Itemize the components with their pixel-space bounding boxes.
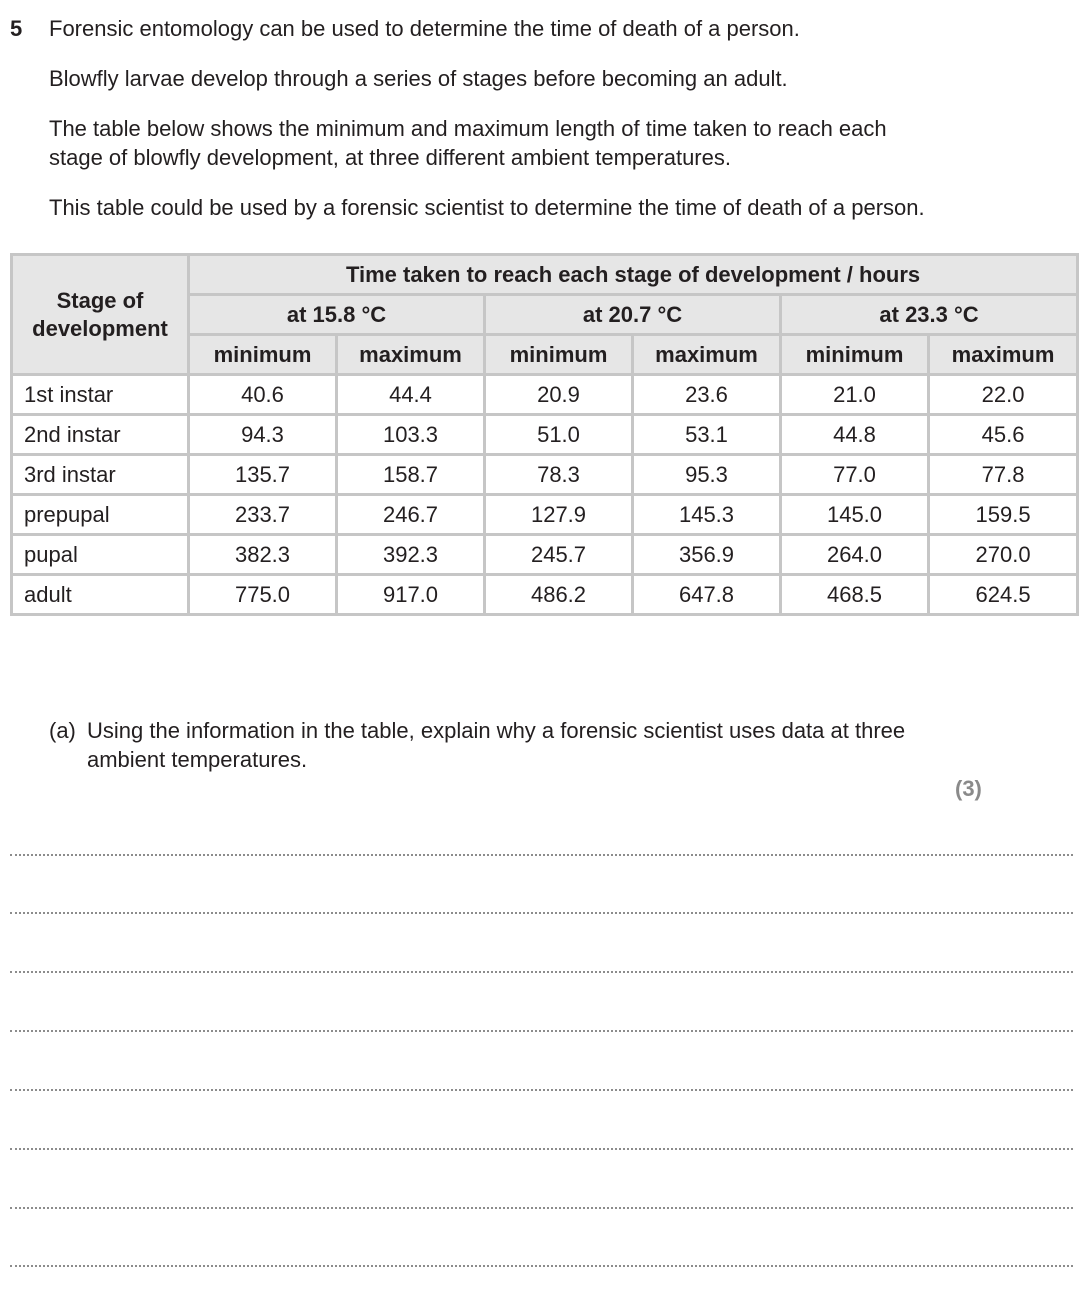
answer-line[interactable] xyxy=(10,1030,1073,1032)
stage-cell: prepupal xyxy=(12,495,189,535)
value-cell: 44.8 xyxy=(781,415,929,455)
value-cell: 40.6 xyxy=(189,375,337,415)
value-cell: 23.6 xyxy=(633,375,781,415)
question-number: 5 xyxy=(10,16,23,41)
value-cell: 95.3 xyxy=(633,455,781,495)
value-cell: 647.8 xyxy=(633,575,781,615)
table-row xyxy=(12,535,1078,575)
table-row xyxy=(12,575,1078,615)
answer-line[interactable] xyxy=(10,1265,1073,1267)
minimum-header: minimum xyxy=(485,335,633,375)
value-cell: 45.6 xyxy=(929,415,1078,455)
part-a-question xyxy=(49,716,929,774)
value-cell: 135.7 xyxy=(189,455,337,495)
table-row xyxy=(12,455,1078,495)
stage-cell: 2nd instar xyxy=(12,415,189,455)
intro-paragraph-2: Blowfly larvae develop through a series of stages before becoming an adult. xyxy=(49,66,788,91)
stage-column-header: Stage of development xyxy=(12,255,189,375)
value-cell: 159.5 xyxy=(929,495,1078,535)
maximum-header: maximum xyxy=(929,335,1078,375)
value-cell: 468.5 xyxy=(781,575,929,615)
value-cell: 77.0 xyxy=(781,455,929,495)
maximum-header: maximum xyxy=(633,335,781,375)
value-cell: 78.3 xyxy=(485,455,633,495)
value-cell: 245.7 xyxy=(485,535,633,575)
development-time-table xyxy=(10,253,1079,616)
value-cell: 103.3 xyxy=(337,415,485,455)
value-cell: 20.9 xyxy=(485,375,633,415)
intro-paragraph-4: This table could be used by a forensic scientist to determine the time of death of a person. xyxy=(49,195,925,220)
value-cell: 392.3 xyxy=(337,535,485,575)
value-cell: 264.0 xyxy=(781,535,929,575)
value-cell: 145.3 xyxy=(633,495,781,535)
value-cell: 94.3 xyxy=(189,415,337,455)
temperature-header: at 20.7 °C xyxy=(485,295,781,335)
answer-line[interactable] xyxy=(10,971,1073,973)
value-cell: 246.7 xyxy=(337,495,485,535)
value-cell: 51.0 xyxy=(485,415,633,455)
maximum-header: maximum xyxy=(337,335,485,375)
stage-cell: adult xyxy=(12,575,189,615)
value-cell: 158.7 xyxy=(337,455,485,495)
value-cell: 356.9 xyxy=(633,535,781,575)
value-cell: 21.0 xyxy=(781,375,929,415)
time-group-header: Time taken to reach each stage of development / hours xyxy=(189,255,1078,295)
value-cell: 270.0 xyxy=(929,535,1078,575)
part-a-text: Using the information in the table, explain why a forensic scientist uses data at three ambient temperatures. xyxy=(87,718,906,772)
stage-cell: 3rd instar xyxy=(12,455,189,495)
minimum-header: minimum xyxy=(781,335,929,375)
value-cell: 77.8 xyxy=(929,455,1078,495)
value-cell: 624.5 xyxy=(929,575,1078,615)
intro-paragraph-3: The table below shows the minimum and maximum length of time taken to reach each stage of blowfly development, at three different ambient temperatures. xyxy=(49,116,887,170)
value-cell: 917.0 xyxy=(337,575,485,615)
value-cell: 486.2 xyxy=(485,575,633,615)
answer-line[interactable] xyxy=(10,912,1073,914)
minimum-header: minimum xyxy=(189,335,337,375)
stage-cell: pupal xyxy=(12,535,189,575)
answer-line[interactable] xyxy=(10,1148,1073,1150)
value-cell: 44.4 xyxy=(337,375,485,415)
value-cell: 53.1 xyxy=(633,415,781,455)
value-cell: 127.9 xyxy=(485,495,633,535)
table-row xyxy=(12,375,1078,415)
value-cell: 22.0 xyxy=(929,375,1078,415)
temperature-header: at 23.3 °C xyxy=(781,295,1078,335)
part-a-label: (a) xyxy=(49,718,76,743)
value-cell: 233.7 xyxy=(189,495,337,535)
table-row xyxy=(12,415,1078,455)
temperature-header: at 15.8 °C xyxy=(189,295,485,335)
stage-cell: 1st instar xyxy=(12,375,189,415)
answer-line[interactable] xyxy=(10,1207,1073,1209)
value-cell: 775.0 xyxy=(189,575,337,615)
intro-paragraph-1: Forensic entomology can be used to determine the time of death of a person. xyxy=(49,16,800,41)
value-cell: 382.3 xyxy=(189,535,337,575)
answer-line[interactable] xyxy=(10,854,1073,856)
marks-indicator: (3) xyxy=(955,776,982,801)
table-row xyxy=(12,495,1078,535)
answer-line[interactable] xyxy=(10,1089,1073,1091)
value-cell: 145.0 xyxy=(781,495,929,535)
